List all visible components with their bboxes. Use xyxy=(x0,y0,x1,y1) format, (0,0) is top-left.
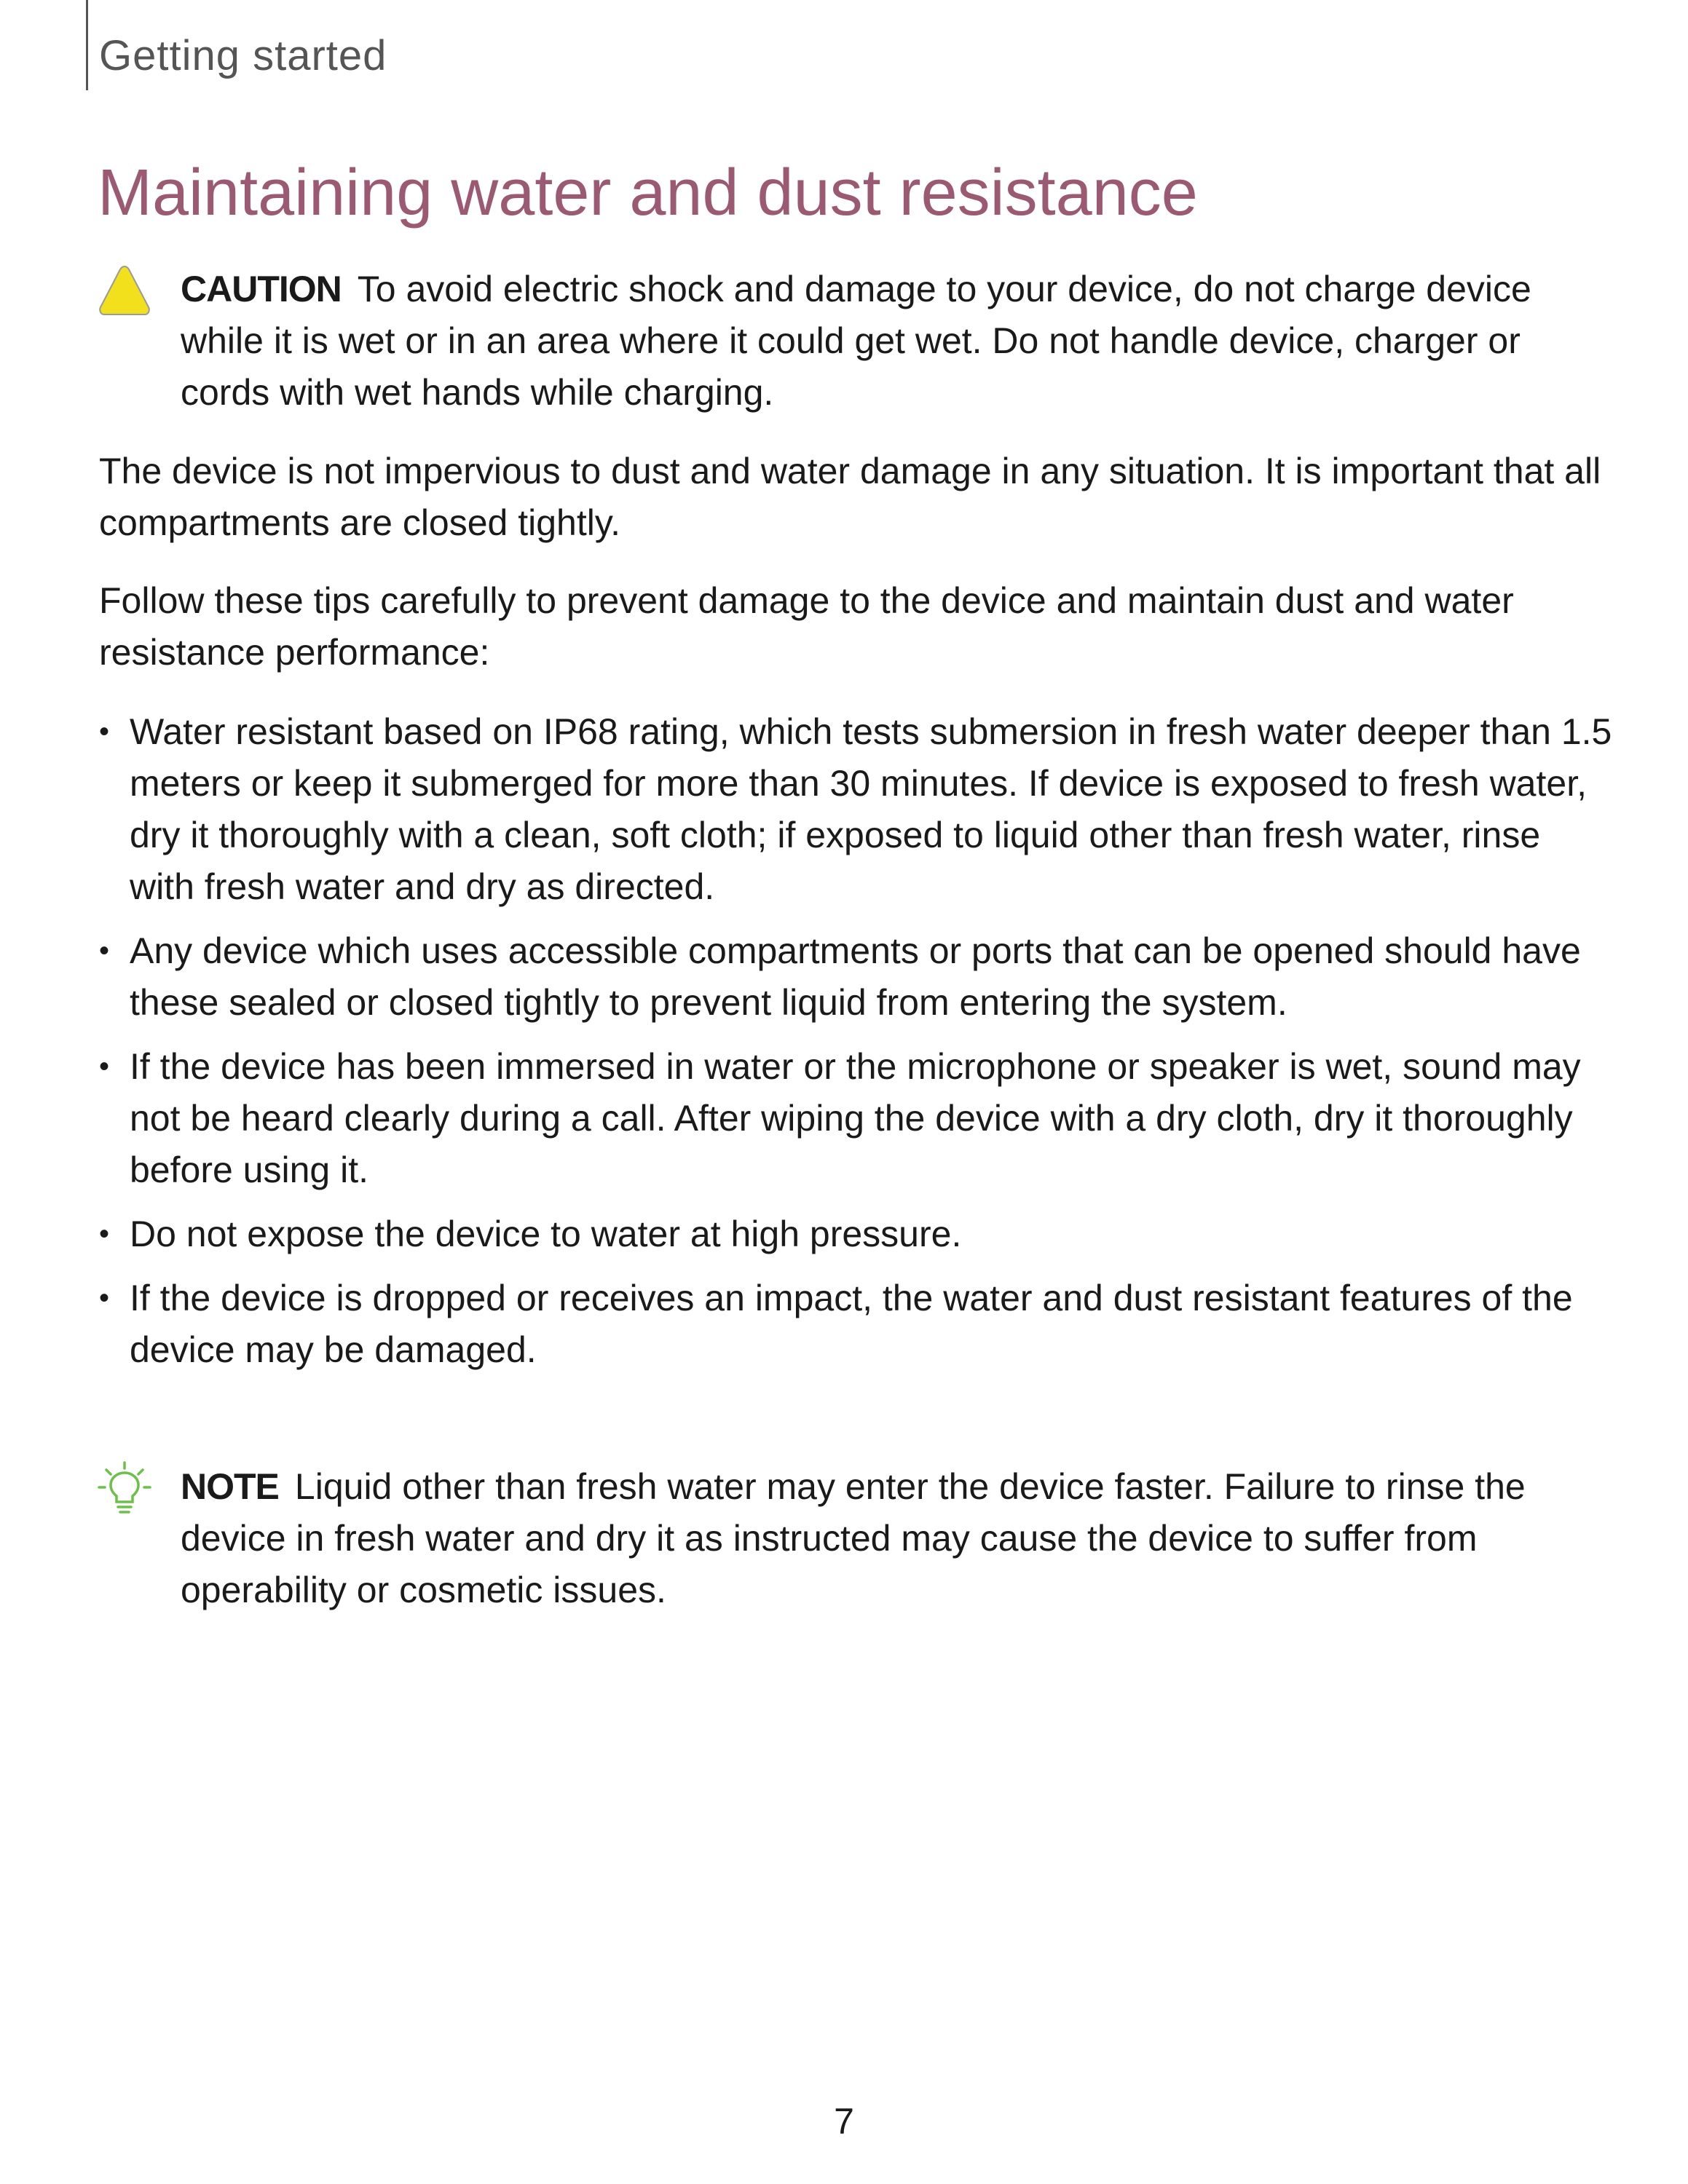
list-item xyxy=(99,925,1614,1029)
warning-triangle-icon xyxy=(98,264,151,317)
note-label: NOTE xyxy=(181,1466,279,1507)
note-text-block xyxy=(181,1461,1598,1616)
list-item-text: Water resistant based on IP68 rating, which tests submersion in fresh water deeper than 1.5 meters or keep it submerged for more than 30 minutes. If device is exposed to fresh water, dry it thoroughly with a clean, soft cloth; if exposed to liquid other than fresh water, rinse with fresh water and dry as directed. xyxy=(130,711,1612,907)
list-item xyxy=(99,1208,1614,1260)
bullet-icon: • xyxy=(99,716,110,748)
note-callout xyxy=(98,1461,1598,1616)
lightbulb-icon xyxy=(98,1461,151,1515)
page-number: 7 xyxy=(834,2101,854,2142)
bullet-icon: • xyxy=(99,1051,110,1083)
list-item xyxy=(99,706,1614,913)
caution-label: CAUTION xyxy=(181,269,342,309)
page-title: Maintaining water and dust resistance xyxy=(98,157,1198,229)
paragraph: The device is not impervious to dust and water damage in any situation. It is important that all compartments are closed tightly. xyxy=(99,451,1601,543)
caution-callout xyxy=(98,264,1598,419)
list-item-text: Any device which uses accessible compartments or ports that can be opened should have these sealed or closed tightly to prevent liquid from entering the system. xyxy=(130,930,1581,1023)
list-item-text: Do not expose the device to water at high pressure. xyxy=(130,1214,962,1254)
list-item xyxy=(99,1041,1614,1196)
tips-list xyxy=(99,706,1614,1388)
bullet-icon: • xyxy=(99,1282,110,1314)
list-item-text: If the device is dropped or receives an impact, the water and dust resistant features of the device may be damaged. xyxy=(130,1278,1573,1370)
note-text: Liquid other than fresh water may enter the device faster. Failure to rinse the device in fresh water and dry it as instructed may cause the device to suffer from operability or cosmetic issues. xyxy=(181,1466,1526,1610)
section-label: Getting started xyxy=(99,32,387,79)
caution-text: To avoid electric shock and damage to your device, do not charge device while it is wet or in an area where it could get wet. Do not handle device, charger or cords with wet hands while charging. xyxy=(181,269,1531,413)
bullet-icon: • xyxy=(99,1218,110,1250)
bullet-icon: • xyxy=(99,935,110,967)
caution-text-block xyxy=(181,264,1598,419)
paragraph: Follow these tips carefully to prevent damage to the device and maintain dust and water resistance performance: xyxy=(99,580,1514,673)
header-divider xyxy=(86,0,88,90)
list-item-text: If the device has been immersed in water or the microphone or speaker is wet, sound may not be heard clearly during a call. After wiping the device with a dry cloth, dry it thoroughly before using it. xyxy=(130,1046,1581,1190)
list-item xyxy=(99,1273,1614,1376)
